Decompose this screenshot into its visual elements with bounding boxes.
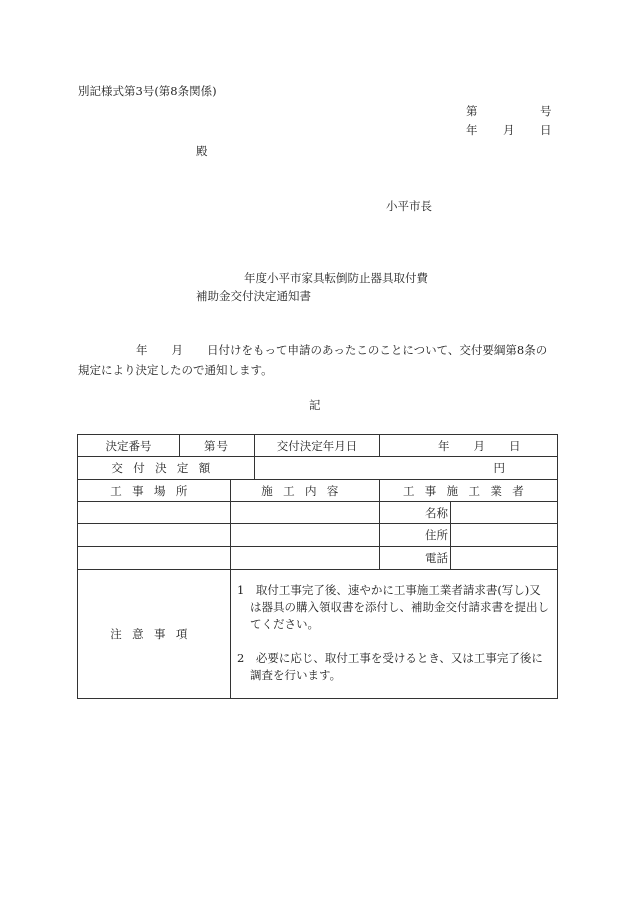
notice-number-prefix: 第	[466, 104, 478, 118]
name-value	[451, 502, 558, 524]
decision-date-label: 交付決定年月日	[255, 435, 380, 457]
decision-row	[78, 435, 558, 457]
body-year: 年	[136, 343, 148, 357]
column-header-row	[78, 480, 558, 502]
amount-label: 交付決定額	[78, 457, 255, 480]
decision-date-day: 日	[509, 438, 521, 453]
site-cell	[78, 502, 231, 524]
notes-row	[78, 570, 558, 699]
amount-value-cell	[255, 457, 558, 480]
decision-no-prefix: 第	[204, 438, 216, 453]
decision-table	[77, 434, 558, 699]
body-month: 月	[171, 343, 183, 357]
content-cell	[231, 502, 380, 524]
contractor-address-row	[78, 524, 558, 547]
site-cell	[78, 547, 231, 570]
decision-date-year: 年	[438, 438, 450, 453]
name-label: 名称	[380, 502, 451, 524]
contractor-phone-row	[78, 547, 558, 570]
notes-content	[231, 570, 558, 699]
decision-date-month: 月	[473, 438, 485, 453]
decision-no-label: 決定番号	[78, 435, 180, 457]
amount-row	[78, 457, 558, 480]
document-title-line2: 補助金交付決定通知書	[196, 289, 311, 303]
issuer: 小平市長	[386, 199, 432, 213]
yen-unit: 円	[493, 461, 506, 475]
notes-label: 注意事項	[78, 570, 231, 699]
site-label: 工事場所	[78, 480, 231, 502]
contractor-name-row	[78, 502, 558, 524]
address-value	[451, 524, 558, 547]
phone-label: 電話	[380, 547, 451, 570]
site-cell	[78, 524, 231, 547]
contractor-label: 工事施工業者	[380, 480, 558, 502]
form-reference: 別記様式第3号(第8条関係)	[78, 84, 217, 98]
content-cell	[231, 524, 380, 547]
decision-no-suffix: 号	[216, 438, 228, 453]
address-label: 住所	[380, 524, 451, 547]
phone-value	[451, 547, 558, 570]
date-month: 月	[503, 123, 515, 137]
notice-number-suffix: 号	[540, 104, 552, 118]
content-label: 施工内容	[231, 480, 380, 502]
date-year: 年	[466, 123, 478, 137]
ki-heading: 記	[309, 398, 321, 412]
decision-no-cell	[180, 435, 255, 457]
body-text: 日付けをもって申請のあったこのことについて、交付要綱第8条の規定により決定したので通知します。	[78, 343, 548, 377]
document-title-line1: 年度小平市家具転倒防止器具取付費	[244, 271, 428, 285]
body-paragraph	[78, 340, 554, 380]
note-2: 2 必要に応じ、取付工事を受けるとき、又は工事完了後に調査を行います。	[237, 651, 543, 682]
content-cell	[231, 547, 380, 570]
date-day: 日	[540, 123, 552, 137]
decision-date-cell	[380, 435, 558, 457]
note-1: 1 取付工事完了後、速やかに工事施工業者請求書(写し)又は器具の購入領収書を添付し、補助金交付請求書を提出してください。	[237, 583, 549, 631]
addressee-suffix: 殿	[196, 144, 208, 158]
